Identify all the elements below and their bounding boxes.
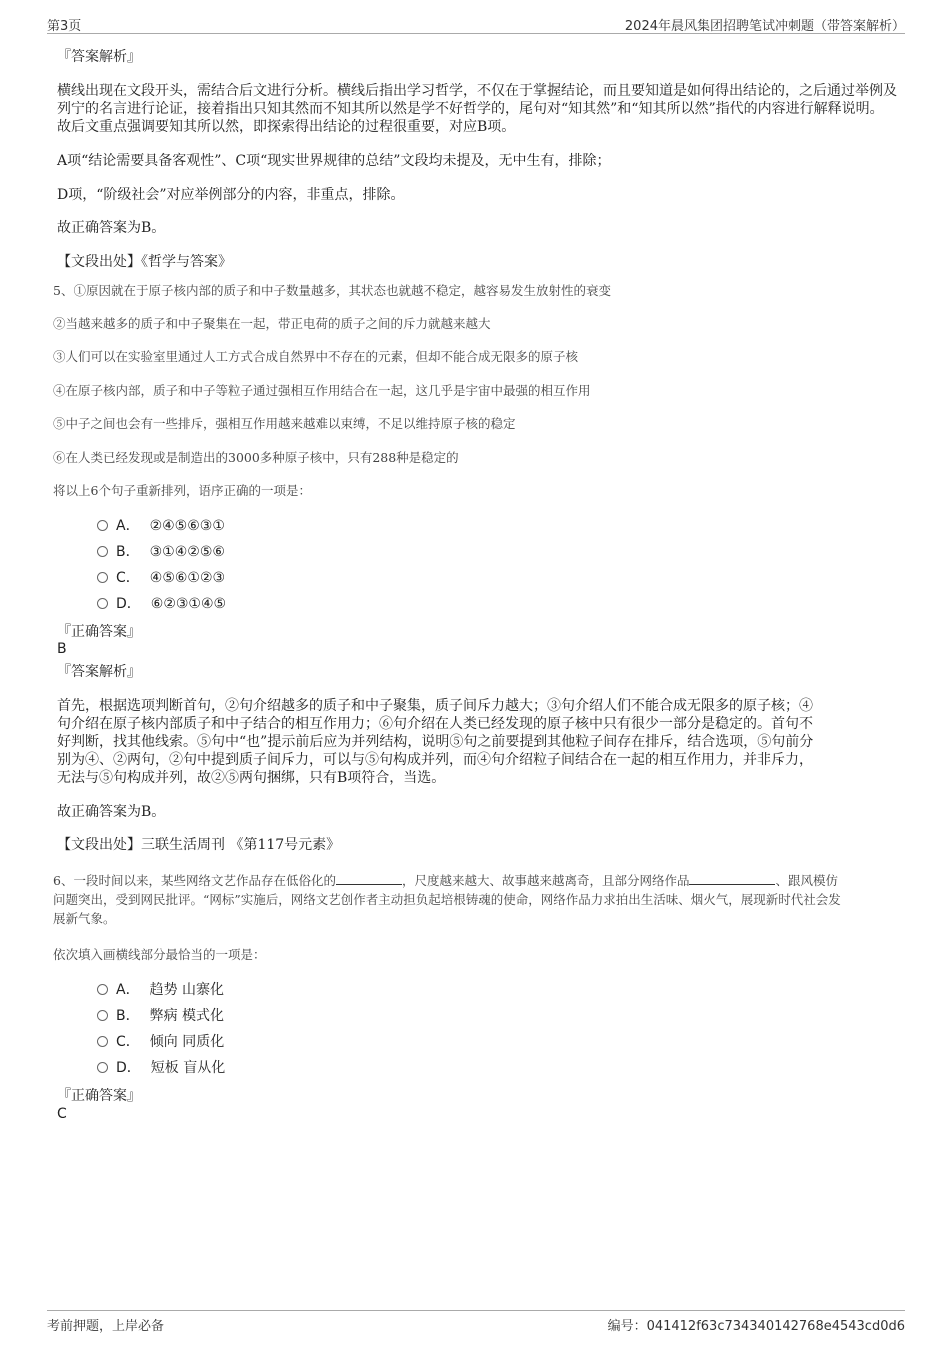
q6-stem-line-1: 6、一段时间以来，某些网络文艺作品存在低俗化的 ，尺度越来越大、故事越来越离奇，且部分网络作品 、跟风模仿: [53, 873, 838, 888]
radio-button[interactable]: [97, 572, 108, 583]
q6-option-b[interactable]: B． 弊病 模式化: [97, 1007, 224, 1025]
q5-analysis-line: 首先，根据选项判断首句，②句介绍越多的质子和中子聚集，质子间斥力越大；③句介绍人们不能合成无限多的原子核；④: [57, 698, 813, 714]
q4-analysis-paragraph-3: D项，“阶级社会”对应举例部分的内容，非重点，排除。: [57, 187, 405, 203]
q4-analysis-paragraph-2: A项“结论需要具备客观性”、C项“现实世界规律的总结”文段均未提及，无中生有，排除；: [57, 153, 611, 169]
q5-option-a[interactable]: A． ②④⑤⑥③①: [97, 517, 225, 535]
q5-stem-line: ③人们可以在实验室里通过人工方式合成自然界中不存在的元素，但却不能合成无限多的原子核: [53, 349, 579, 364]
q5-prompt: 将以上6个句子重新排列，语序正确的一项是：: [53, 483, 311, 498]
radio-button[interactable]: [97, 1036, 108, 1047]
q5-analysis-line: 句介绍在原子核内部质子和中子结合的相互作用力；⑥句介绍在人类已经发现的原子核中只有很少一部分是稳定的。首句不: [57, 716, 813, 732]
page-footer: [47, 1310, 905, 1337]
q6-option-c[interactable]: C． 倾向 同质化: [97, 1033, 224, 1051]
q6-stem-line-2: 问题突出，受到网民批评。“网标”实施后，网络文艺创作者主动担负起培根铸魂的使命，网络作品力求拍出生活味、烟火气，展现新时代社会发: [53, 892, 841, 907]
q4-conclusion: 故正确答案为B。: [57, 220, 166, 236]
page-number: 第3页: [47, 19, 82, 34]
radio-button[interactable]: [97, 520, 108, 531]
q5-stem-line: ④在原子核内部，质子和中子等粒子通过强相互作用结合在一起，这几乎是宇宙中最强的相互作用: [53, 383, 591, 398]
q6-prompt: 依次填入画横线部分最恰当的一项是：: [53, 947, 266, 962]
q5-conclusion: 故正确答案为B。: [57, 804, 166, 820]
radio-button[interactable]: [97, 598, 108, 609]
q5-answer: B: [57, 641, 67, 657]
q6-option-d[interactable]: D． 短板 盲从化: [97, 1059, 225, 1077]
q5-analysis-line: 好判断，找其他线索。⑤句中“也”提示前后应为并列结构，说明⑤句之前要提到其他粒子间存在排斥，结合选项，⑤句前分: [57, 734, 814, 750]
page-header: [47, 11, 905, 34]
q5-stem-line: ⑥在人类已经发现或是制造出的3000多种原子核中，只有288种是稳定的: [53, 450, 459, 465]
fill-blank-1[interactable]: [336, 872, 402, 885]
radio-button[interactable]: [97, 1062, 108, 1073]
document-serial: 编号：041412f63c734340142768e4543cd0d6: [607, 1319, 905, 1334]
q5-analysis-line: 别为④、②两句，②句中提到质子间斥力，可以与⑤句构成并列，而④句介绍粒子间结合在一起的相互作用力，并非斥力，: [57, 752, 813, 768]
q6-stem-line-3: 展新气象。: [53, 911, 116, 926]
q5-stem-line: 5、①原因就在于原子核内部的质子和中子数量越多，其状态也就越不稳定，越容易发生放射性的衰变: [53, 283, 611, 298]
q5-answer-label: 『正确答案』: [57, 624, 141, 640]
footer-slogan: 考前押题，上岸必备: [47, 1319, 165, 1334]
q4-analysis-label: 『答案解析』: [57, 49, 141, 65]
q5-source: 【文段出处】三联生活周刊 《第117号元素》: [57, 837, 341, 853]
radio-button[interactable]: [97, 1010, 108, 1021]
q5-stem-line: ②当越来越多的质子和中子聚集在一起，带正电荷的质子之间的斥力就越来越大: [53, 316, 491, 331]
q5-analysis-line: 无法与⑤句构成并列，故②⑤两句捆绑，只有B项符合，当选。: [57, 770, 446, 786]
fill-blank-2[interactable]: [689, 872, 775, 885]
q6-option-a[interactable]: A． 趋势 山寨化: [97, 981, 224, 999]
q6-answer: C: [57, 1106, 67, 1122]
q4-analysis-paragraph-1: 横线出现在文段开头，需结合后文进行分析。横线后指出学习哲学，不仅在于掌握结论，而且要知道是如何得出结论的，之后通过举例及列宁的名言进行论证，接着指出只知其然而不知其所以然是学不好哲学的，尾句对“知其然”和“知其所以然”指代的内容进行解释说明。故后文重点强调要知其所以然，即探索得出结论的过程很重要，对应B项。: [57, 83, 897, 135]
q5-option-c[interactable]: C． ④⑤⑥①②③: [97, 569, 225, 587]
q5-option-d[interactable]: D． ⑥②③①④⑤: [97, 595, 226, 613]
q5-analysis-label: 『答案解析』: [57, 664, 141, 680]
radio-button[interactable]: [97, 546, 108, 557]
q6-answer-label: 『正确答案』: [57, 1088, 141, 1104]
q4-source: 【文段出处】《哲学与答案》: [57, 254, 232, 270]
radio-button[interactable]: [97, 984, 108, 995]
document-title: 2024年晨风集团招聘笔试冲刺题（带答案解析）: [624, 19, 905, 34]
q5-stem-line: ⑤中子之间也会有一些排斥，强相互作用越来越难以束缚，不足以维持原子核的稳定: [53, 416, 516, 431]
q5-option-b[interactable]: B． ③①④②⑤⑥: [97, 543, 225, 561]
